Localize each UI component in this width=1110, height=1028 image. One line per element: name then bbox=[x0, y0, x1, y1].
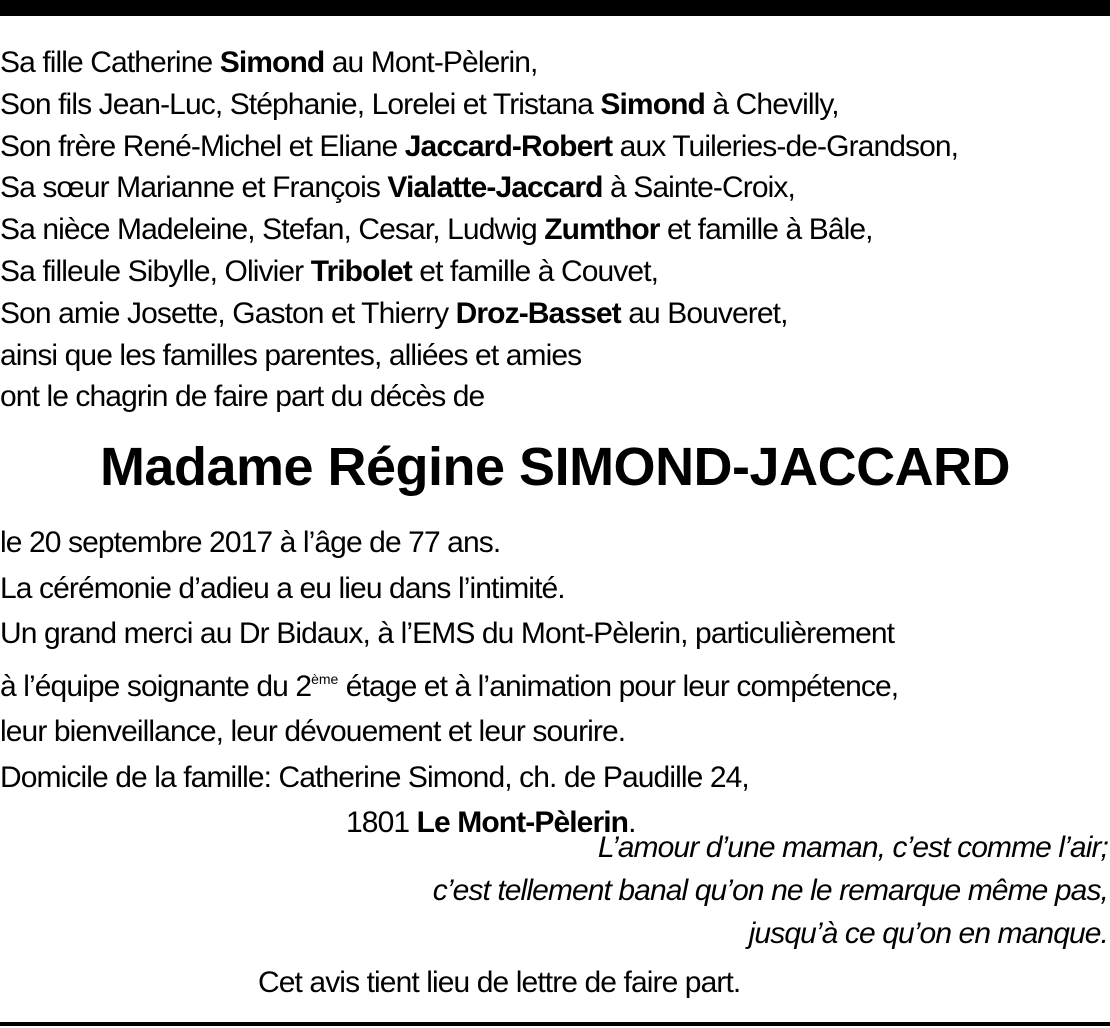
family-line-text: Sa filleule Sibylle, Olivier bbox=[0, 254, 311, 288]
family-name: Zumthor bbox=[544, 213, 660, 247]
family-line-place: et famille à Bâle, bbox=[659, 213, 873, 247]
family-name: Simond bbox=[219, 46, 325, 79]
family-line-text: ainsi que les familles parentes, alliées et amies bbox=[0, 338, 582, 372]
family-name: Jaccard-Robert bbox=[404, 129, 613, 163]
thanks-line: leur bienveillance, leur dévouement et leur sourire. bbox=[0, 715, 626, 748]
family-line-text: Sa sœur Marianne et François bbox=[0, 171, 388, 205]
family-name: Tribolet bbox=[310, 254, 412, 288]
family-list bbox=[0, 42, 1110, 418]
quote bbox=[433, 826, 1108, 955]
quote-line: L’amour d’une maman, c’est comme l’air; bbox=[597, 831, 1108, 864]
quote-line: c’est tellement banal qu’on ne le remarque même pas, bbox=[432, 874, 1108, 907]
family-line bbox=[0, 376, 1110, 418]
family-line bbox=[0, 251, 1110, 293]
family-line-place: et famille à Couvet, bbox=[411, 254, 659, 288]
thanks-text: à l’équipe soignante du 2 bbox=[0, 669, 312, 703]
family-line-text: Son amie Josette, Gaston et Thierry bbox=[0, 296, 456, 330]
thanks-text: étage et à l’animation pour leur compétence, bbox=[338, 669, 899, 703]
family-line-text: Sa fille Catherine bbox=[0, 46, 220, 79]
family-line-text: Son fils Jean-Luc, Stéphanie, Lorelei et Tristana bbox=[0, 87, 601, 121]
family-line-place: à Chevilly, bbox=[705, 87, 839, 121]
deceased-name: Madame Régine SIMOND-JACCARD bbox=[99, 437, 1011, 497]
closing-line: Cet avis tient lieu de lettre de faire part. bbox=[258, 966, 741, 999]
family-line bbox=[0, 167, 1110, 209]
bottom-rule bbox=[0, 1022, 1110, 1026]
family-line bbox=[0, 42, 1110, 84]
town-period: . bbox=[628, 806, 636, 839]
quote-line: jusqu’à ce qu’on en manque. bbox=[748, 917, 1108, 950]
family-line-place: au Mont-Pèlerin, bbox=[324, 46, 538, 79]
family-line-text: Sa nièce Madeleine, Stefan, Cesar, Ludwig bbox=[0, 213, 545, 247]
ceremony-line: La cérémonie d’adieu a eu lieu dans l’intimité. bbox=[0, 571, 565, 605]
family-line-text: Son frère René-Michel et Eliane bbox=[0, 129, 405, 163]
family-line-place: à Sainte-Croix, bbox=[602, 171, 795, 205]
domicile-line: Domicile de la famille: Catherine Simond, ch. de Paudille 24, bbox=[0, 760, 749, 794]
notice-body bbox=[0, 520, 1110, 846]
thanks-line bbox=[0, 657, 1110, 710]
family-line bbox=[0, 209, 1110, 251]
family-name: Droz-Basset bbox=[455, 296, 621, 330]
family-name: Vialatte-Jaccard bbox=[387, 171, 603, 205]
family-line bbox=[0, 335, 1110, 377]
family-line-text: ont le chagrin de faire part du décès de bbox=[0, 380, 485, 414]
family-line-place: au Bouveret, bbox=[620, 296, 788, 330]
family-line bbox=[0, 293, 1110, 335]
ordinal-suffix: ème bbox=[311, 670, 339, 687]
town: Le Mont-Pèlerin bbox=[416, 806, 629, 839]
date-line: le 20 septembre 2017 à l’âge de 77 ans. bbox=[0, 526, 501, 559]
family-line bbox=[0, 126, 1110, 168]
thanks-line: Un grand merci au Dr Bidaux, à l’EMS du Mont-Pèlerin, particulièrement bbox=[0, 617, 895, 650]
top-rule bbox=[0, 0, 1110, 16]
family-line bbox=[0, 84, 1110, 126]
family-line-place: aux Tuileries-de-Grandson, bbox=[612, 129, 959, 163]
family-name: Simond bbox=[600, 87, 705, 121]
postcode: 1801 bbox=[346, 806, 417, 839]
